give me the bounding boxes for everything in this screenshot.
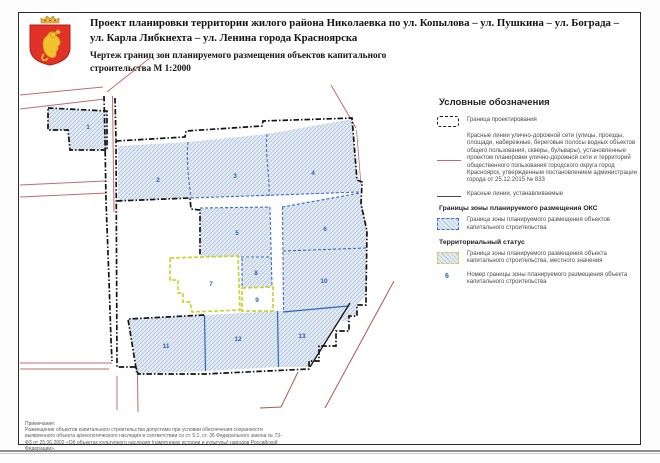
local-zone-box-icon (437, 252, 459, 264)
zone-label-12: 12 (234, 336, 242, 343)
legend (437, 97, 639, 293)
legend-label: Номер границы зоны планируемого размещения объекта капитального строительства (467, 271, 628, 286)
zone-1-area (48, 108, 107, 150)
legend-item-oks-zone (437, 217, 639, 232)
zone-label-4: 4 (311, 170, 315, 177)
zone-label-1: 1 (86, 124, 90, 131)
zone-label-7: 7 (209, 281, 213, 288)
footnote-title: Примечание: (25, 421, 56, 427)
footnote (25, 421, 287, 452)
legend-label: Красные линии, устанавливаемые (467, 190, 564, 197)
zone-label-13: 13 (298, 333, 306, 340)
zone-6-area (282, 193, 367, 253)
zone-label-10: 10 (320, 278, 328, 285)
inner-white-block-boundary (117, 198, 200, 256)
zone-label-8: 8 (254, 270, 258, 277)
legend-item-red-lines (437, 133, 639, 185)
road-east-edge-stub (115, 98, 116, 140)
oks-zones-hatched (48, 108, 367, 374)
legend-item-zone-number (437, 272, 639, 287)
legend-label: Граница проектирования (467, 117, 537, 124)
oks-zone-box-icon (437, 218, 459, 230)
zone-7-area (170, 256, 240, 312)
legend-label: Граница зоны планируемого размещения объекта капитального строительства, местного значения (467, 251, 607, 265)
zone-label-5: 5 (235, 230, 239, 237)
zone-label-11: 11 (162, 343, 170, 350)
zone-2-area (118, 142, 191, 201)
red-line-icon (437, 160, 461, 161)
title-line-1: Проект планировки территории жилого района Николаевка по ул. Копылова – ул. Пушкина – ул. Бограда – (90, 17, 620, 29)
zone-label-3: 3 (233, 173, 237, 180)
zone-4-area (267, 119, 361, 196)
zone-13-area (278, 305, 348, 367)
subtitle-line-2: строительства М 1:2000 (90, 64, 191, 74)
project-boundary-icon (437, 116, 459, 127)
subtitle-line-1: Чертеж границ зон планируемого размещения объектов капитального (90, 51, 387, 61)
legend-item-local-zone (437, 251, 639, 266)
legend-label: Красные линии улично-дорожной сети (улицы, проезды, площади, набережные, береговые полосы водных объектов общего пользования, скверы, бульвары), установленные проектом планировки улично-дорожной сети и территорий общественного пользования городского округа город Красноярск, утвержденным постановлением администрации города от 25.12.2015 № 833 (467, 133, 637, 184)
legend-label: Граница зоны планируемого размещения объектов капитального строительства (467, 217, 610, 231)
legend-section-status: Территориальный статус (439, 239, 525, 247)
zone-label-9: 9 (255, 297, 259, 304)
zone-number-sample: 6 (445, 272, 449, 280)
zone-3-area (188, 134, 269, 198)
established-line-icon (437, 196, 461, 197)
zone-label-6: 6 (323, 226, 327, 233)
legend-title: Условные обозначения (439, 97, 550, 108)
zone-label-2: 2 (156, 177, 160, 184)
legend-item-red-lines-established (437, 191, 639, 198)
legend-item-project-boundary (437, 115, 639, 127)
legend-section-oks: Границы зоны планируемого размещения ОКС (439, 205, 598, 213)
footnote-text: Размещение объектов капитального строительства допустимо при условии обеспечения сохранности выявленного объекта археологического наследия в соответствии со ст. 5.1, ст. 36 Федерального закона № 73-ФЗ от 25.06.2002 «Об объектах культурного наследия (памятниках истории и культуры) народов Российской Федерации». (25, 427, 282, 452)
title-line-2: ул. Карла Либкнехта – ул. Ленина города Красноярска (90, 32, 358, 44)
